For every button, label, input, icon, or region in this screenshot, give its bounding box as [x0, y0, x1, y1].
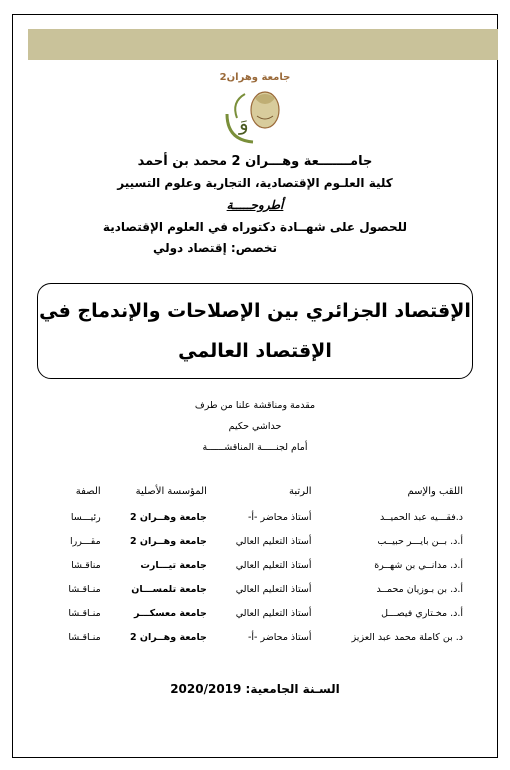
jury-role: منـاقـشا — [68, 607, 101, 619]
jury-header-row — [55, 486, 465, 505]
thesis-label: أطروحـــــة — [226, 198, 284, 212]
logo-text: جامعة وهران2 — [219, 72, 291, 83]
faculty-name: كلية العلـوم الإقتصادية، التجارية وعلوم التسيير — [117, 176, 393, 190]
thesis-title-box — [37, 283, 473, 379]
jury-name: أ.د. بن بـوزيان محمــد — [376, 583, 463, 595]
thesis-title-line1: الإقتصاد الجزائري بين الإصلاحات والإندماج في — [39, 300, 471, 322]
jury-rank: أستاذ التعليم العالي — [235, 583, 312, 595]
jury-role: مناقـشا — [71, 559, 101, 571]
col-rank-header: الرتبة — [289, 486, 312, 497]
logo-glyph: وَ — [239, 111, 249, 135]
jury-table — [55, 486, 465, 649]
jury-rank: أستاذ التعليم العالي — [235, 535, 312, 547]
committee-label: أمام لجنـــــة المناقشــــــة — [202, 442, 308, 453]
jury-name: أ.د. مخـتاري فيصـــل — [381, 607, 463, 619]
table-row — [55, 601, 465, 625]
academic-year: السـنة الجامعية: 2020/2019 — [170, 682, 340, 696]
university-name: جامـــــــعة وهـــران 2 محمد بن أحمد — [137, 154, 373, 169]
col-role-header: الصفة — [75, 486, 101, 497]
jury-name: أ.د. بــن بايـــر حبيــب — [377, 535, 463, 547]
jury-institution: جامعة معسكـــر — [134, 607, 207, 619]
thesis-title-line2: الإقتصاد العالمي — [178, 340, 332, 362]
jury-name: د. بن كاملة محمد عبد العزيز — [351, 631, 463, 643]
presented-by-label: مقدمة ومناقشة علنا من طرف — [194, 400, 316, 411]
col-institution-header: المؤسسة الأصلية — [135, 486, 207, 497]
jury-institution: جامعة تيـــارت — [140, 559, 207, 571]
table-row — [55, 577, 465, 601]
jury-institution: جامعة وهــران 2 — [129, 511, 207, 523]
table-row — [55, 505, 465, 529]
jury-institution: جامعة وهــران 2 — [129, 535, 207, 547]
jury-rank: أستاذ التعليم العالي — [235, 559, 312, 571]
jury-rank: أستاذ محاضر -أ- — [247, 511, 312, 523]
jury-role: مقـــررا — [69, 535, 101, 547]
degree-line: للحصول على شهــادة دكتوراه في العلوم الإقتصادية — [102, 220, 408, 234]
jury-institution: جامعة وهــران 2 — [129, 631, 207, 643]
table-row — [55, 553, 465, 577]
author-name: حداشي حكيم — [228, 421, 282, 432]
jury-name: أ.د. مدانــي بن شهــرة — [374, 559, 463, 571]
jury-role: منـاقـشا — [68, 583, 101, 595]
table-row — [55, 625, 465, 649]
jury-rank: أستاذ التعليم العالي — [235, 607, 312, 619]
university-logo — [215, 68, 295, 148]
lion-emblem — [251, 92, 279, 128]
table-row — [55, 529, 465, 553]
jury-name: د.فقـــيه عبد الحميــد — [379, 511, 463, 523]
specialization: تخصص: إقتصاد دولي — [152, 241, 278, 255]
jury-rank: أستاذ محاضر -أ- — [247, 631, 312, 643]
header-bar — [28, 29, 498, 60]
col-name-header: اللقب والإسم — [407, 486, 463, 497]
jury-role: رئيـــسا — [70, 511, 101, 523]
jury-institution: جامعة تلمســـان — [131, 583, 207, 595]
jury-role: منـاقـشا — [68, 631, 101, 643]
